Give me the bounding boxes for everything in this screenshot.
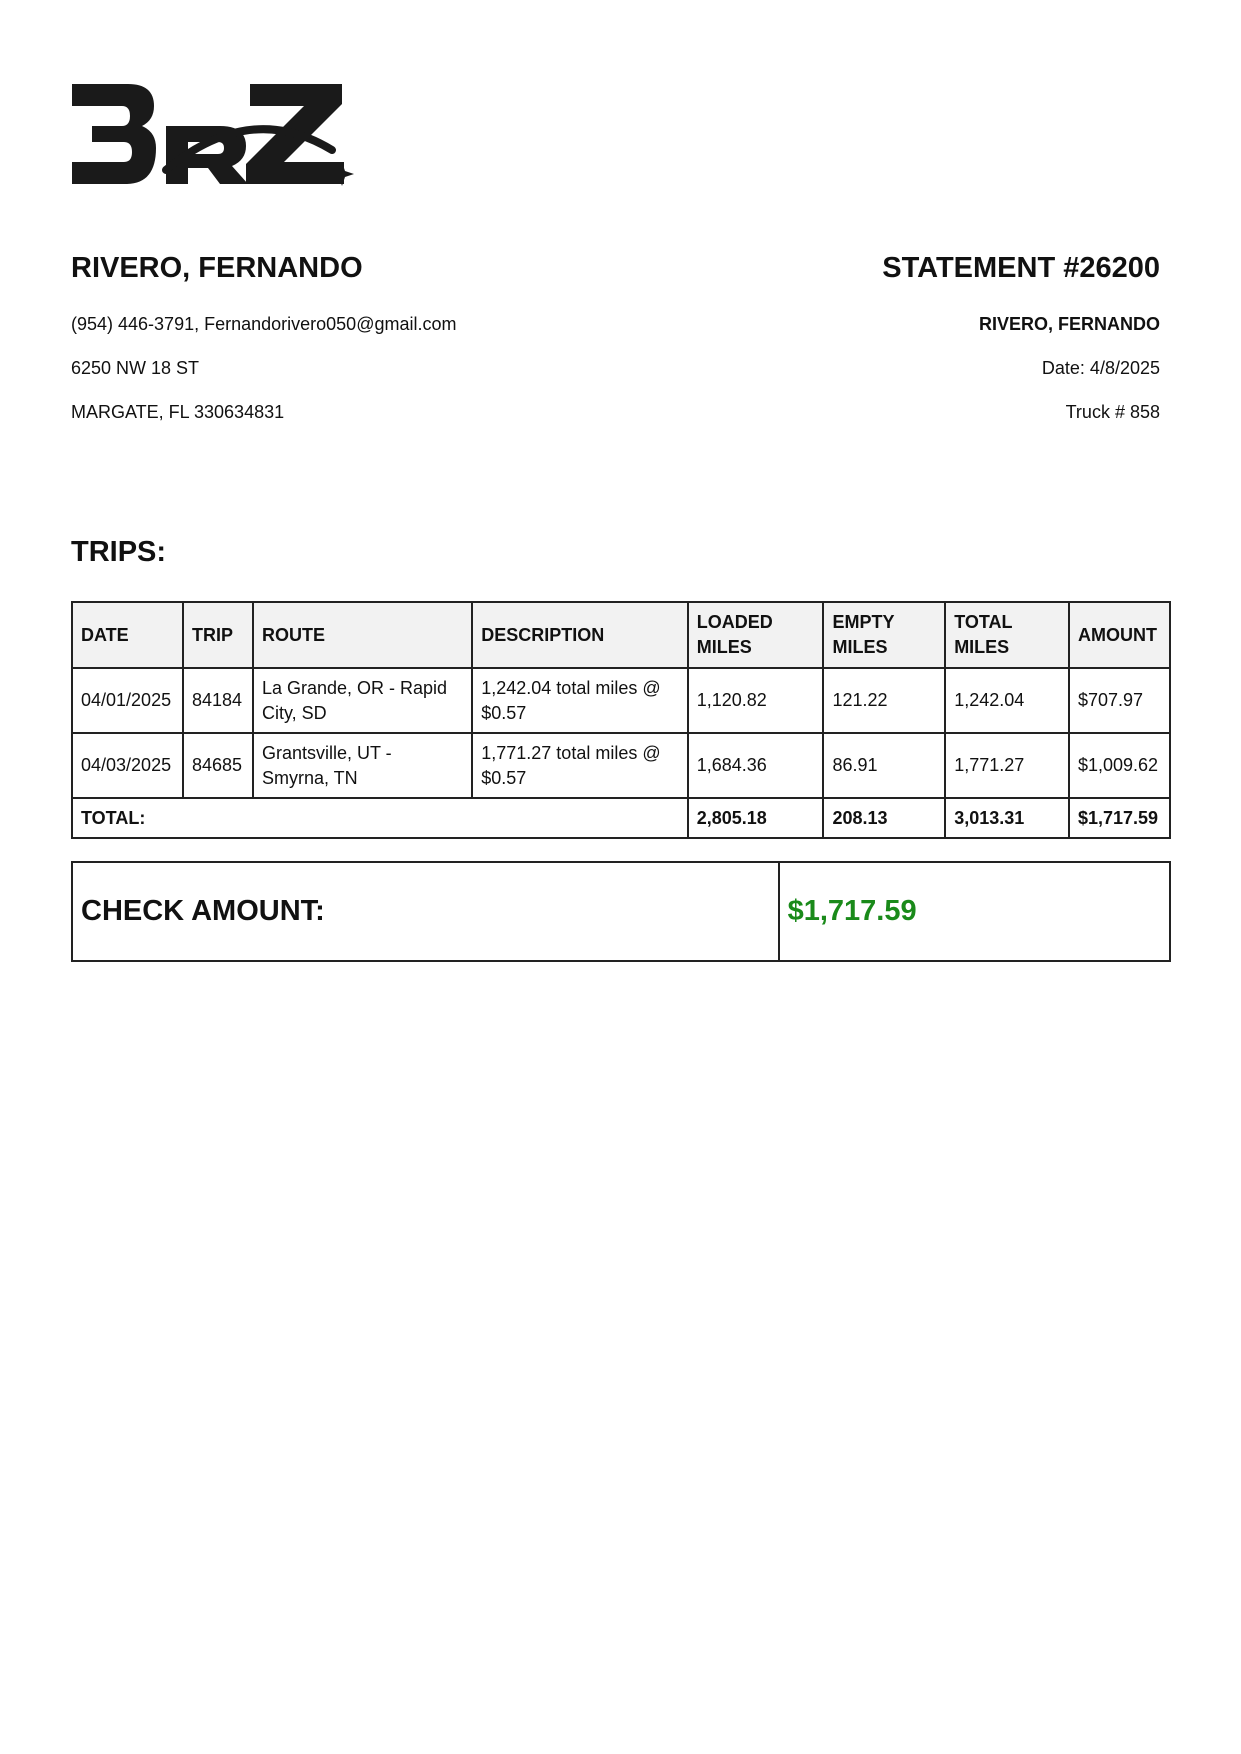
check-amount-box [71,861,1171,962]
check-amount-label: CHECK AMOUNT: [72,862,779,961]
header-loaded-miles: LOADED MILES [688,602,824,668]
statement-truck: Truck # 858 [1065,402,1160,422]
cell-date: 04/01/2025 [72,668,183,733]
header-date: DATE [72,602,183,668]
cell-empty-miles: 86.91 [823,733,945,798]
statement-title: STATEMENT #26200 [882,252,1160,284]
cell-loaded-miles: 1,120.82 [688,668,824,733]
cell-amount: $707.97 [1069,668,1170,733]
total-empty-miles: 208.13 [823,798,945,838]
statement-driver-name: RIVERO, FERNANDO [978,314,1160,334]
header-total-miles: TOTAL MILES [945,602,1069,668]
table-row [72,733,1170,798]
cell-route: La Grande, OR - Rapid City, SD [253,668,472,733]
cell-trip: 84184 [183,668,253,733]
cell-total-miles: 1,242.04 [945,668,1069,733]
cell-trip: 84685 [183,733,253,798]
trips-table [71,601,1171,839]
cell-empty-miles: 121.22 [823,668,945,733]
cell-description: 1,771.27 total miles @ $0.57 [472,733,688,798]
total-label: TOTAL: [72,798,688,838]
header-description: DESCRIPTION [472,602,688,668]
cell-description: 1,242.04 total miles @ $0.57 [472,668,688,733]
driver-contact: (954) 446-3791, Fernandorivero050@gmail.com [71,314,457,334]
driver-address-line2: MARGATE, FL 330634831 [71,402,285,422]
total-total-miles: 3,013.31 [945,798,1069,838]
cell-route: Grantsville, UT - Smyrna, TN [253,733,472,798]
table-header-row [72,602,1170,668]
header-trip: TRIP [183,602,253,668]
table-row [72,668,1170,733]
driver-name-heading: RIVERO, FERNANDO [71,252,363,284]
total-row [72,798,1170,838]
total-amount: $1,717.59 [1069,798,1170,838]
trips-heading: TRIPS: [71,536,167,568]
statement-date: Date: 4/8/2025 [1041,358,1160,378]
cell-total-miles: 1,771.27 [945,733,1069,798]
check-amount-value: $1,717.59 [779,862,1170,961]
driver-address-line1: 6250 NW 18 ST [71,358,200,378]
header-route: ROUTE [253,602,472,668]
header-empty-miles: EMPTY MILES [823,602,945,668]
cell-date: 04/03/2025 [72,733,183,798]
total-loaded-miles: 2,805.18 [688,798,824,838]
company-logo [70,80,380,190]
cell-amount: $1,009.62 [1069,733,1170,798]
cell-loaded-miles: 1,684.36 [688,733,824,798]
header-amount: AMOUNT [1069,602,1170,668]
